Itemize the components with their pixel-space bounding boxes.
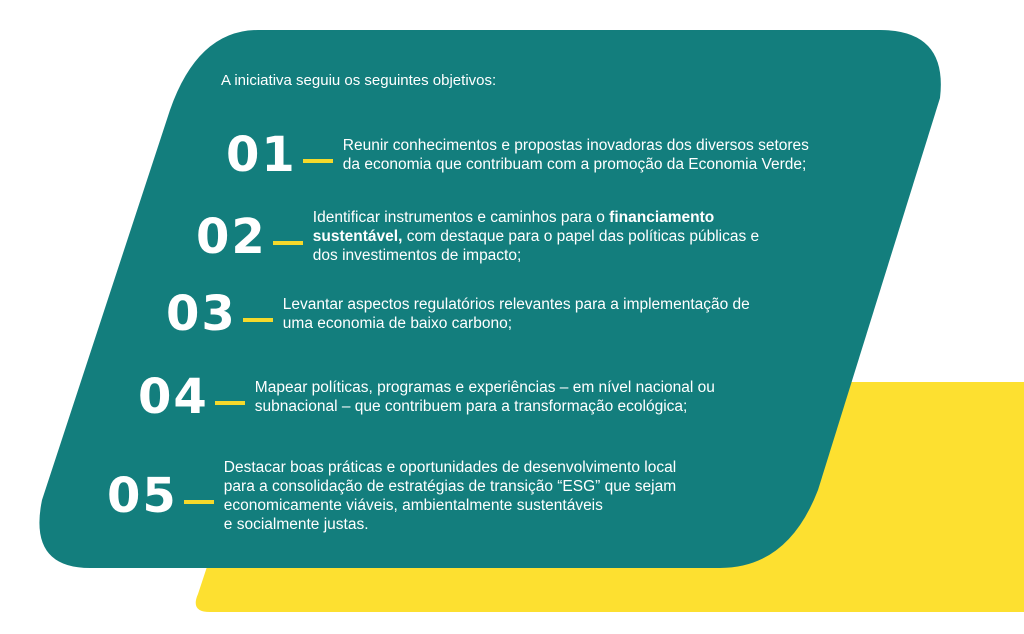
objective-number: 01 [226, 127, 297, 183]
objective-line: subnacional – que contribuem para a transformação ecológica; [254, 398, 688, 415]
objective-line: Reunir conhecimentos e propostas inovadoras dos diversos setores [342, 137, 809, 154]
bold-segment: financiamento [609, 209, 715, 226]
intro-text: A iniciativa seguiu os seguintes objetivos: [221, 72, 497, 89]
dash-accent [273, 241, 303, 245]
objective-text [343, 136, 809, 174]
objective-line [313, 227, 759, 246]
text-segment: Identificar instrumentos e caminhos para o [312, 209, 610, 226]
objective-number: 05 [107, 468, 178, 524]
dash-accent [215, 401, 245, 405]
objective-line: Destacar boas práticas e oportunidades de desenvolvimento local [223, 459, 677, 476]
objective-line: Mapear políticas, programas e experiências – em nível nacional ou [254, 379, 715, 396]
objective-line: e socialmente justas. [223, 516, 369, 533]
objective-03 [166, 286, 750, 342]
objective-text [224, 458, 676, 534]
objective-text [313, 208, 759, 265]
objective-line: dos investimentos de impacto; [312, 247, 522, 264]
objective-04 [138, 369, 715, 425]
objective-text [255, 378, 715, 416]
objective-line: para a consolidação de estratégias de transição “ESG” que sejam [223, 478, 677, 495]
objective-number: 02 [196, 208, 267, 265]
objective-line [313, 208, 759, 227]
objective-text [283, 295, 750, 333]
objective-number: 04 [138, 369, 209, 425]
dash-accent [303, 159, 333, 163]
text-segment: com destaque para o papel das políticas públicas e [402, 228, 760, 245]
objective-05 [107, 458, 676, 534]
objective-line: uma economia de baixo carbono; [282, 315, 512, 332]
objective-line: economicamente viáveis, ambientalmente sustentáveis [223, 497, 603, 514]
objective-02 [196, 208, 759, 265]
objective-line: Levantar aspectos regulatórios relevantes para a implementação de [282, 296, 750, 313]
objective-number: 03 [166, 286, 237, 342]
dash-accent [243, 318, 273, 322]
bold-segment: sustentável, [312, 228, 403, 245]
objective-line: da economia que contribuam com a promoção da Economia Verde; [342, 156, 807, 173]
objective-01 [226, 127, 809, 183]
dash-accent [184, 500, 214, 504]
